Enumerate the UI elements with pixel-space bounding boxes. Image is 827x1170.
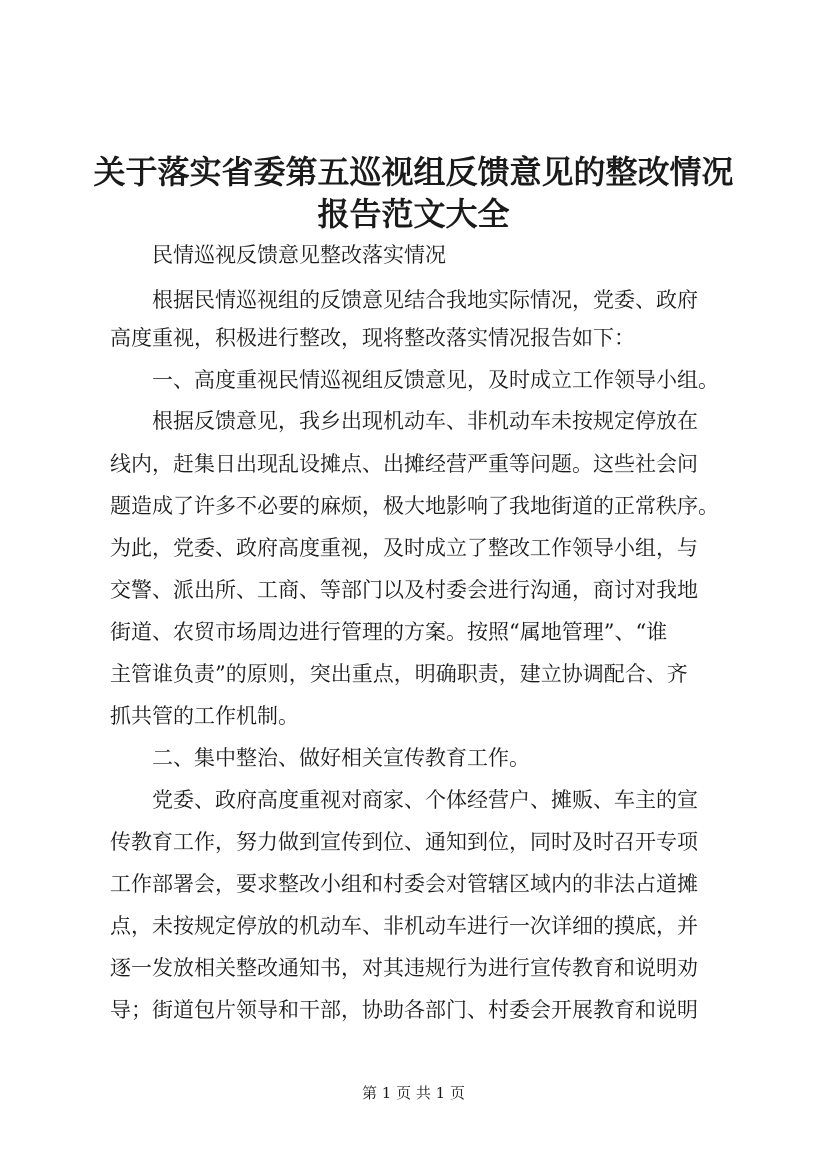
- body-line: 二、集中整治、做好相关宣传教育工作。: [152, 746, 530, 770]
- body-line: 党委、政府高度重视对商家、个体经营户、摊贩、车主的宣: [152, 788, 698, 812]
- body-line: 根据民情巡视组的反馈意见结合我地实际情况，党委、政府: [152, 288, 698, 312]
- body-line: 点，未按规定停放的机动车、非机动车进行一次详细的摸底，并: [110, 914, 698, 938]
- body-line: 民情巡视反馈意见整改落实情况: [152, 243, 446, 267]
- body-line: 高度重视，积极进行整改，现将整改落实情况报告如下：: [110, 326, 635, 350]
- page-footer: 第 1 页 共 1 页: [362, 1084, 465, 1102]
- body-line: 交警、派出所、工商、等部门以及村委会进行沟通，商讨对我地: [110, 578, 698, 602]
- body-line: 线内，赶集日出现乱设摊点、出摊经营严重等问题。这些社会问: [110, 452, 698, 476]
- body-line: 一、高度重视民情巡视组反馈意见，及时成立工作领导小组。: [152, 368, 719, 392]
- body-line: 主管谁负责”的原则，突出重点，明确职责，建立协调配合、齐: [110, 662, 688, 686]
- body-line: 抓共管的工作机制。: [110, 704, 299, 728]
- body-line: 根据反馈意见，我乡出现机动车、非机动车未按规定停放在: [152, 409, 698, 433]
- body-line: 题造成了许多不必要的麻烦，极大地影响了我地街道的正常秩序。: [110, 494, 719, 518]
- body-line: 为此，党委、政府高度重视，及时成立了整改工作领导小组，与: [110, 536, 698, 560]
- body-line: 街道、农贸市场周边进行管理的方案。按照“属地管理”、“谁: [110, 620, 668, 644]
- body-line: 工作部署会，要求整改小组和村委会对管辖区域内的非法占道摊: [110, 872, 698, 896]
- document-title-line-1: 关于落实省委第五巡视组反馈意见的整改情况: [93, 153, 734, 191]
- body-line: 导；街道包片领导和干部，协助各部门、村委会开展教育和说明: [110, 998, 698, 1022]
- document-title-line-2: 报告范文大全: [317, 195, 510, 233]
- body-line: 传教育工作，努力做到宣传到位、通知到位，同时及时召开专项: [110, 830, 698, 854]
- body-line: 逐一发放相关整改通知书，对其违规行为进行宣传教育和说明劝: [110, 956, 698, 980]
